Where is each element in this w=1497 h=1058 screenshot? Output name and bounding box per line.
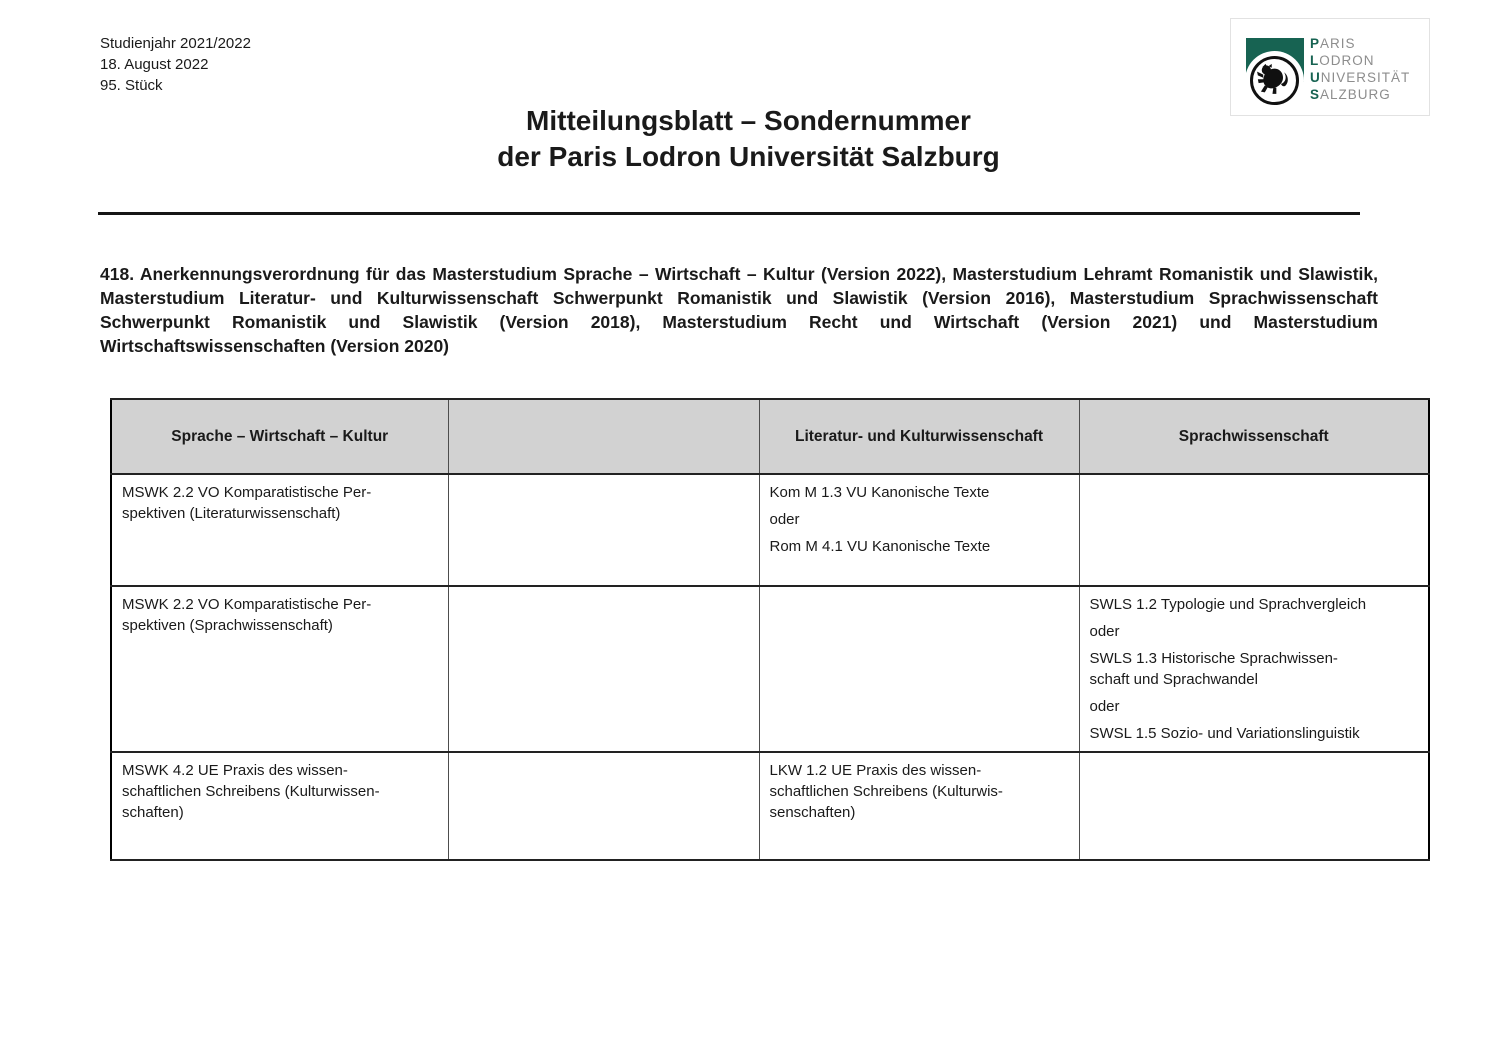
cell-paragraph: SWSL 1.5 Sozio- und Variationslinguistik	[1089, 725, 1360, 742]
cell-paragraph: Kom M 1.3 VU Kanonische Texte	[769, 484, 990, 501]
logo-word-lodron: LODRON	[1310, 53, 1375, 68]
logo-word-universitaet: UNIVERSITÄT	[1310, 70, 1411, 85]
table-cell	[111, 752, 448, 860]
cell-paragraph: oder	[1089, 698, 1120, 715]
horizontal-divider	[98, 212, 1360, 215]
cell-paragraph: Rom M 4.1 VU Kanonische Texte	[769, 538, 991, 555]
logo-wordmark	[1310, 35, 1410, 103]
cell-paragraph: MSWK 2.2 VO Komparatistische Per- spektiven (Literaturwissenschaft)	[122, 484, 372, 522]
cell-paragraph: MSWK 2.2 VO Komparatistische Per- spektiven (Sprachwissenschaft)	[122, 596, 372, 634]
table-cell	[1079, 474, 1429, 586]
logo-word-salzburg: SALZBURG	[1310, 87, 1391, 102]
table-cell	[448, 474, 759, 586]
table-cell	[1079, 752, 1429, 860]
page-title-line2: der Paris Lodron Universität Salzburg	[497, 141, 1000, 172]
table-cell	[759, 752, 1079, 860]
table-body	[111, 474, 1429, 860]
table-header-cell	[448, 399, 759, 474]
cell-paragraph: MSWK 4.2 UE Praxis des wissen- schaftlichen Schreibens (Kulturwissen- schaften)	[122, 762, 380, 821]
university-logo	[1230, 18, 1430, 116]
table-cell	[111, 586, 448, 752]
table-cell	[759, 474, 1079, 586]
table-cell	[1079, 586, 1429, 752]
lion-emblem-icon	[1250, 56, 1299, 105]
table-row	[111, 474, 1429, 586]
table-header-cell: Literatur- und Kulturwissenschaft	[759, 399, 1079, 474]
decree-418-paragraph: 418. Anerkennungsverordnung für das Masterstudium Sprache – Wirtschaft – Kultur (Version 2022), Masterstudium Lehramt Romanistik und Slawistik, Masterstudium Literatur- und Kulturwissenschaft Schwerpunkt Romanistik und Slawistik (Version 2016), Masterstudium Sprachwissenschaft Schwerpunkt Romanistik und Slawistik (Version 2018), Masterstudium Recht und Wirtschaft (Version 2021) und Masterstudium Wirtschaftswissenschaften (Version 2020)	[100, 264, 1378, 356]
cell-paragraph: oder	[1089, 623, 1120, 640]
cell-paragraph: SWLS 1.3 Historische Sprachwissen- schaft und Sprachwandel	[1089, 650, 1338, 688]
issue-number: 95. Stück	[100, 77, 163, 94]
issue-meta-block	[100, 33, 251, 96]
table-row	[111, 752, 1429, 860]
recognition-table	[110, 398, 1430, 861]
cell-paragraph: SWLS 1.2 Typologie und Sprachvergleich	[1089, 596, 1367, 613]
table-cell	[448, 752, 759, 860]
table-header-cell: Sprache – Wirtschaft – Kultur	[111, 399, 448, 474]
cell-paragraph: oder	[769, 511, 800, 528]
table-row	[111, 586, 1429, 752]
page-title	[0, 103, 1497, 175]
study-year: Studienjahr 2021/2022	[100, 35, 251, 52]
table-cell	[759, 586, 1079, 752]
logo-word-paris: PARIS	[1310, 36, 1356, 51]
table-header-cell: Sprachwissenschaft	[1079, 399, 1429, 474]
cell-paragraph: LKW 1.2 UE Praxis des wissen- schaftlichen Schreibens (Kulturwis- senschaften)	[769, 762, 1003, 821]
table-cell	[111, 474, 448, 586]
table-cell	[448, 586, 759, 752]
issue-date: 18. August 2022	[100, 56, 209, 73]
table-header-row	[111, 399, 1429, 474]
page-title-line1: Mitteilungsblatt – Sondernummer	[526, 105, 971, 136]
